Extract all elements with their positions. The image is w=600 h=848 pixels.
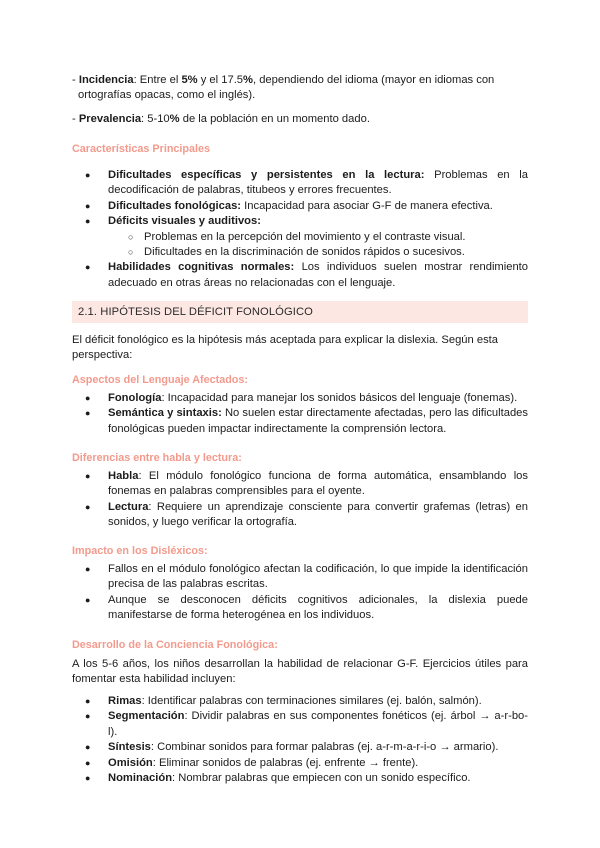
list-item: ● Nominación: Nombrar palabras que empiecen con un sonido específico. [72, 771, 528, 786]
aspectos-heading: Aspectos del Lenguaje Afectados: [72, 374, 248, 386]
list-item: ● Habilidades cognitivas normales: Los individuos suelen mostrar rendimiento adecuado en otras áreas no relacionadas con el lenguaje. [72, 260, 528, 291]
impacto-list [72, 562, 528, 624]
section-intro: El déficit fonológico es la hipótesis más aceptada para explicar la dislexia. Según esta perspectiva: [72, 334, 498, 362]
desarrollo-heading: Desarrollo de la Conciencia Fonológica: [72, 639, 278, 651]
prevalencia-label: Prevalencia [78, 113, 142, 125]
list-item: ● Déficits visuales y auditivos: [72, 214, 528, 229]
sub-list-item: ○ Problemas en la percepción del movimiento y el contraste visual. [72, 230, 528, 245]
list-item: ● Omisión: Eliminar sonidos de palabras (ej. enfrente → frente). [72, 756, 528, 771]
list-item: ● Segmentación: Dividir palabras en sus componentes fonéticos (ej. árbol → a-r-bo-l). [72, 709, 528, 740]
list-item: ● Aunque se desconocen déficits cognitivos adicionales, la dislexia puede manifestarse de forma heterogénea en los individuos. [72, 593, 528, 624]
incidencia-label: Incidencia [78, 74, 134, 86]
aspectos-list [72, 391, 528, 437]
list-item: ● Fallos en el módulo fonológico afectan la codificación, lo que impide la identificación precisa de las palabras escritas. [72, 562, 528, 593]
list-item: ● Fonología: Incapacidad para manejar los sonidos básicos del lenguaje (fonemas). [72, 391, 528, 406]
list-item: ● Dificultades fonológicas: Incapacidad para asociar G-F de manera efectiva. [72, 199, 528, 214]
section-title: 2.1. HIPÓTESIS DEL DÉFICIT FONOLÓGICO [72, 301, 528, 323]
diferencias-list [72, 469, 528, 531]
caracteristicas-list [72, 168, 528, 291]
list-item: ● Rimas: Identificar palabras con terminaciones similares (ej. balón, salmón). [72, 694, 528, 709]
sub-list-item: ○ Dificultades en la discriminación de sonidos rápidos o sucesivos. [72, 245, 528, 260]
list-item: ● Síntesis: Combinar sonidos para formar palabras (ej. a-r-m-a-r-i-o → armario). [72, 740, 528, 755]
caracteristicas-heading: Características Principales [72, 143, 211, 155]
desarrollo-intro: A los 5-6 años, los niños desarrollan la habilidad de relacionar G-F. Ejercicios útiles para fomentar esta habilidad incluyen: [72, 658, 528, 686]
list-item: ● Habla: El módulo fonológico funciona de forma automática, ensamblando los fonemas en palabras comprensibles para el oyente. [72, 469, 528, 500]
prevalencia-paragraph: - Prevalencia: 5-10% de la población en un momento dado. [72, 113, 370, 125]
list-item: ● Dificultades específicas y persistentes en la lectura: Problemas en la decodificación de palabras, titubeos y errores frecuentes. [72, 168, 528, 199]
list-item: ● Semántica y sintaxis: No suelen estar directamente afectadas, pero las dificultades fonológicas pueden impactar indirectamente la comprensión lectora. [72, 406, 528, 437]
impacto-heading: Impacto en los Disléxicos: [72, 545, 208, 557]
desarrollo-list [72, 694, 528, 786]
incidencia-paragraph: - Incidencia: Entre el 5% y el 17.5%, dependiendo del idioma (mayor en idiomas con ortografías opacas, como el inglés). [72, 74, 495, 102]
diferencias-heading: Diferencias entre habla y lectura: [72, 452, 242, 464]
list-item: ● Lectura: Requiere un aprendizaje consciente para convertir grafemas (letras) en sonidos, y luego verificar la ortografía. [72, 500, 528, 531]
